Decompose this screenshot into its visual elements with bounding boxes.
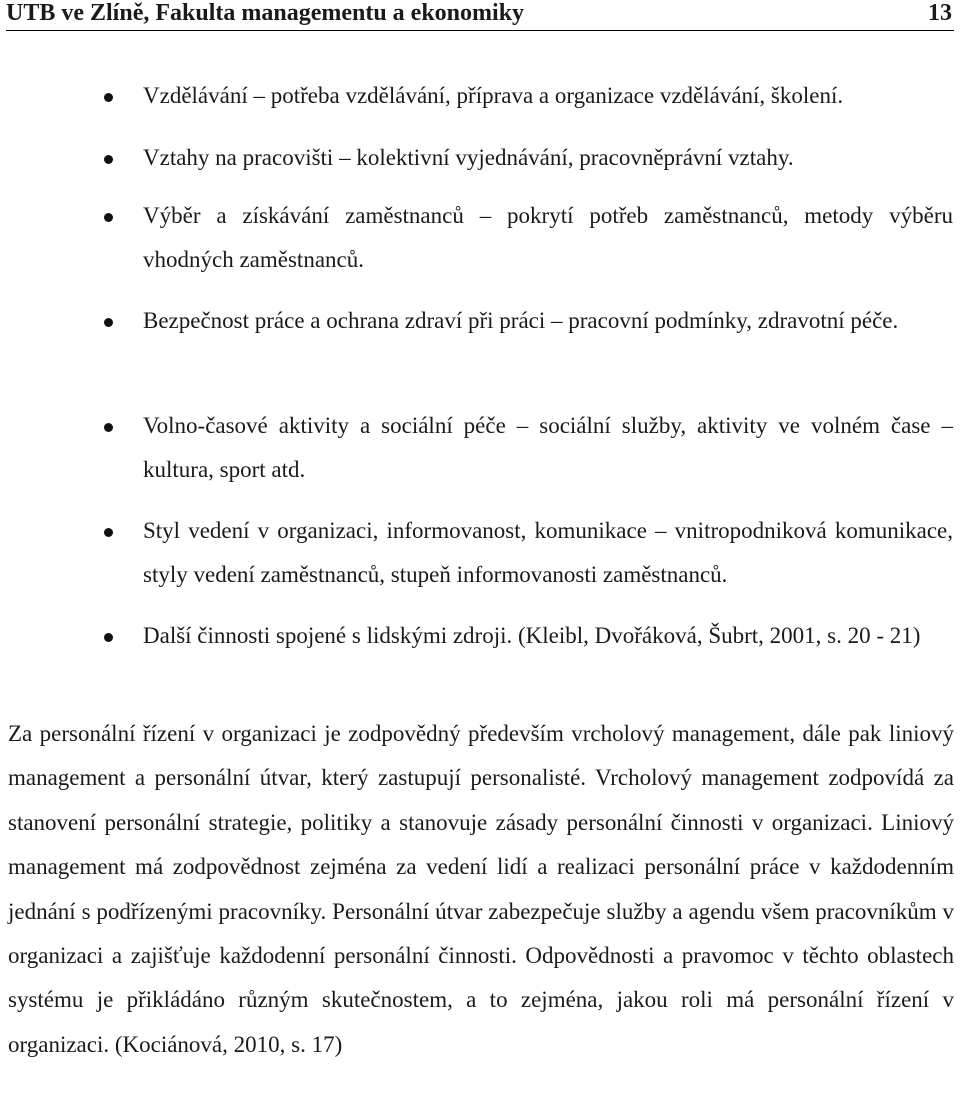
bullet-icon [104, 633, 113, 642]
page-header [6, 0, 954, 31]
body-paragraph: Za personální řízení v organizaci je zodpovědný především vrcholový management, dále pak liniový management a personální útvar, který zastupují personalisté. Vrcholový management zodpovídá za stanovení personální strategie, politiky a stanovuje zásady personální činnosti v organizaci. Liniový management má zodpovědnost zejména za vedení lidí a realizaci personální práce v každodenním jednání s podřízenými pracovníky. Personální útvar zabezpečuje služby a agendu všem pracovníkům v organizaci a zajišťuje každodenní personální činnosti. Odpovědnosti a pravomoc v těchto oblastech systému je přikládáno různým skutečnostem, a to zejména, jakou roli má personální řízení v organizaci. (Kociánová, 2010, s. 17) [8, 721, 954, 1057]
list-item-text: Vztahy na pracovišti – kolektivní vyjednávání, pracovněprávní vztahy. [143, 145, 794, 170]
list-item-text: Další činnosti spojené s lidskými zdroji. (Kleibl, Dvořáková, Šubrt, 2001, s. 20 - 21) [143, 623, 921, 648]
list-item-text: Výběr a získávání zaměstnanců – pokrytí potřeb zaměstnanců, metody výběru vhodných zaměstnanců. [143, 203, 953, 272]
list-item-text: Bezpečnost práce a ochrana zdraví při práci – pracovní podmínky, zdravotní péče. [143, 308, 899, 333]
list-item-text: Volno-časové aktivity a sociální péče – sociální služby, aktivity ve volném čase – kultura, sport atd. [143, 413, 953, 482]
bullet-icon [104, 213, 113, 222]
bullet-icon [104, 318, 113, 327]
bullet-icon [104, 423, 113, 432]
header-title: UTB ve Zlíně, Fakulta managementu a ekonomiky [6, 0, 525, 26]
list-item-text: Styl vedení v organizaci, informovanost, komunikace – vnitropodniková komunikace, styly vedení zaměstnanců, stupeň informovanosti zaměstnanců. [143, 518, 953, 587]
bullet-icon [104, 528, 113, 537]
list-item-text: Vzdělávání – potřeba vzdělávání, příprava a organizace vzdělávání, školení. [143, 83, 844, 108]
page-number: 13 [928, 0, 952, 26]
bullet-icon [104, 155, 113, 164]
bullet-icon [104, 93, 113, 102]
